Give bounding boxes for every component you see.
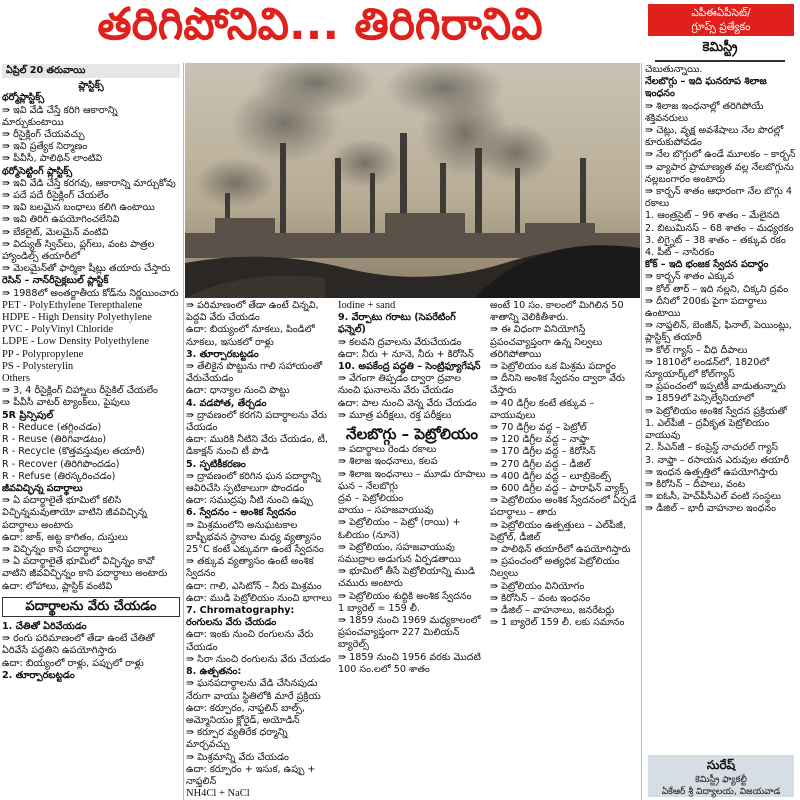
body-line: ⇛ 400 డిగ్రీల వద్ద – లూబ్రికెంట్స్ [490,470,611,482]
body-line: ⇛ మిశ్రమంలోని అనుఘటకాల బాష్పీభవన స్థానాల మధ్య వ్యత్యాసం 25°C కంటే ఎక్కువగా ఉంటే స్వేదనం [186,519,324,556]
body-line: ⇛ పెట్రోలియం – పెట్రో (రాయి) + ఓలియం (నూనె) [338,517,461,541]
body-line: ⇛ డీజిల్ – వాహనాలు, జనరేటర్లు [490,605,615,617]
column-rule [641,63,642,800]
body-line: ⇛ ఐఓసీ, హెచ్‌పీసీఎల్ వంటి సంస్థలు [645,491,781,503]
body-line: చెబుతున్నాయి. [645,64,703,75]
subheading: 7. Chromatography: రంగులను వేరు చేయడం [186,605,295,629]
body-line: ⇛ పెట్రోలియం శుద్ధికి అంశిక స్వేదనం [338,590,472,602]
body-line: ⇛ శిలాజ ఇంధనాలు, కలప [338,456,438,468]
body-line: ఉదా: కర్పూరం + ఇసుక, ఉప్పు + నాఫ్తలిన్ [186,763,316,787]
body-line: ⇛ కలవని ద్రవాలను వేరుచేయడం [338,336,462,348]
body-line: ఉదా: నీరు + నూనె, నీరు + కిరోసిన్ [338,348,474,360]
body-line: ఉదా: ఇంకు నుంచి రంగులను వేరు చేయడం [186,629,314,653]
plastic-code: PP - Polypropylene [2,348,84,360]
plastic-code: Others [2,373,30,385]
column-5 [645,64,797,752]
body-line: ⇛ కోల్ తార్ – ఇది నల్లని, చిక్కని ద్రవం [645,283,789,295]
five-r-item: R - Reduce (తగ్గించడం) [2,421,102,433]
subheading: 4. వడపోత, తేర్చడం [186,397,267,409]
body-line: ⇛ 1859 నుంచి 1956 వరకు మొదటి 100 సం.లలో 50 శాతం [338,651,481,675]
subheading: జీవవిచ్ఛిన్న పదార్థాలు [2,482,83,494]
body-line: ⇛ పీవీసీ వాటర్ ట్యాంక్‌లు, పైపులు [2,397,130,409]
body-line: ⇛ నాఫ్తలిన్, బెంజీన్, ఫినాల్, పెయింట్లు, ప్లాస్టిక్స్ తయారీ [645,320,792,344]
section-tag [648,4,794,36]
five-r-item: R - Reuse (తిరిగివాడటం) [2,434,107,446]
coal-type: 1. ఆంత్రసైట్ – 96 శాతం – మేలైనది [645,210,780,222]
body-line: ⇛ కార్బన్ శాతం ఆధారంగా నేల బొగ్గు 4 రకాలు [645,186,792,210]
subheading: 6. స్వేదనం – అంశిక స్వేదనం [186,507,297,519]
body-line: ⇛ పెట్రోలియం ఉత్పత్తులు – ఎల్‌పీజీ, పెట్రోల్, డీజిల్ [490,519,626,543]
body-line: ⇛ పాలిథిన్ తయారీలో ఉపయోగిస్తారు [490,544,631,556]
subheading: ప్లాస్టిక్స్ [78,80,104,92]
body-line: ⇛ మూత్ర పరీక్షలు, రక్త పరీక్షలు [338,409,452,421]
body-line: ⇛ 3, 4 రీసైక్లింగ్ చిహ్నాలు రీసైకిల్ చేయలేం [2,385,158,397]
body-line: ⇛ ఇంధన ఉత్పత్తిలో ఉపయోగిస్తారు [645,466,778,478]
body-line: ⇛ తేలికైన పొట్టును గాలి సహాయంతో వేరుచేయడం [186,361,323,385]
body-line: ⇛ ఇవి బలమైన బంధాలు కలిగి ఉంటాయి [2,202,155,214]
plastic-code: LDPE - Low Density Polyethylene [2,336,149,348]
body-line: ⇛ 1810లో లండన్‌లో, 1820లో న్యూయార్క్‌లో కోల్‌గ్యాస్ [645,356,770,381]
body-line: ఉదా: కర్పూరం, నాఫ్తలిన్ బాల్స్, అమ్మోనియం క్లోరైడ్, అయోడిన్ [186,702,305,726]
body-line: ⇛ పరిమాణంలో తేడా ఉంటే చిన్నవి, పెద్దవి వేరు చేయడం [186,300,319,324]
body-line: ఉదా: పాల నుంచి వెన్న వేరు చేయడం [338,397,477,409]
body-line: ⇛ ఘనపదార్థాలను వేడి చేసినపుడు నేరుగా వాయు స్థితిలోకి మారే ప్రక్రియ [186,678,321,702]
body-line: ⇛ వ్యాపార ప్రామాణ్యత వల్ల నేలబొగ్గును నల్లబంగారం అంటారు [645,161,794,185]
body-line: ⇛ రీసైక్లింగ్ చేయవచ్చు [2,129,85,141]
body-line: అంటే 10 సం. కాలంలో మిగిలిన 50 శాతాన్ని వెలికితీశారు. [490,300,624,324]
factory-illustration [185,63,640,298]
body-line: ⇛ కార్బన్ శాతం ఎక్కువ [645,271,734,283]
body-line: ⇛ పదే పదే రీసైక్లింగ్ చేయలేం [2,190,109,202]
body-line: ⇛ 40 డిగ్రీల కంటే తక్కువ – వాయువులు [490,397,595,421]
column-rule [183,63,184,800]
column-4 [490,300,638,799]
body-line: ⇛ నేల బొగ్గులో ఉండే మూలకం – కార్బన్ [645,149,796,161]
author-title: కెమిస్ట్రీ ఫ్యాకల్టీ [695,775,747,785]
body-line: ⇛ 170 డిగ్రీల వద్ద – కిరోసిన్ [490,446,596,458]
column-1 [2,64,180,799]
subheading: 3. తూర్పారబట్టడం [186,348,259,360]
body-line: ⇛ పదార్థాలు రెండు రకాలు [338,444,437,456]
body-line: ⇛ చెట్లు, వృక్ష అవశేషాలు నేల పొరల్లో కూరుకుపోవడం [645,125,784,149]
column-3 [338,300,486,799]
body-line: ⇛ 270 డిగ్రీల వద్ద – డీజిల్ [490,458,591,470]
subheading: 1. చేతితో ఏరివేయడం [2,620,87,632]
author-name: సురేష్ [706,758,736,772]
body-line: ⇛ ఇవి వేడి చేస్తే కరిగి ఆకారాన్ని మార్చుకుంటాయి [2,104,118,128]
body-line: ఉదా: జాక్, అట్ట కాగితం, దుస్తులు [2,531,128,543]
body-line: ⇛ ప్రపంచంలో అత్యధిక పెట్రోలియం నిల్వలు [490,556,620,580]
subheading: 8. ఉత్పతనం: [186,666,242,678]
subheading: థర్మోసెట్టింగ్ ప్లాస్టిక్స్ [2,165,73,177]
body-line: ⇛ పెట్రోలియం ఒక మిశ్రమ పదార్థం [490,361,616,373]
body-line: ⇛ ద్రావణంలో కరిగిన ఘన పదార్థాన్ని ఆవిరిచేసి స్ఫటికాలుగా పొందడం [186,470,321,495]
industrial-smoke-photo [185,63,640,298]
body-line: ⇛ పెట్రోలియం అంశిక స్వేదన ప్రక్రియతో [645,405,787,417]
plastic-code: HDPE - High Density Polyethylene [2,312,152,324]
body-line: ⇛ ఈ విధంగా వినియోగిస్తే ప్రపంచవ్యాప్తంగా ఉన్న నిల్వలు తరిగిపోతాయి [490,324,603,360]
coal-type: 4. పీట్ – నాసిరకం [645,247,715,259]
body-line: 2. సీఎన్‌జీ – కంప్రెస్డ్ నాచురల్ గ్యాస్ [645,442,778,454]
subheading: నేలబొగ్గు – ఇది ఘనరూప శిలాజ ఇంధనం [645,76,767,100]
body-line: ⇛ 1859 నుంచి 1969 మధ్యకాలంలో ప్రపంచవ్యాప్తంగా 227 మిలియన్ బ్యారెల్స్ [338,615,481,651]
body-line: ⇛ ఏ పదార్థాలైతే భూమిలో కలిసి విచ్ఛిన్నమవుతాయో వాటిని జీవవిచ్ఛిన్న పదార్థాలు అంటారు [2,495,147,531]
body-line: ⇛ మెలమైన్‌తో ఫార్మికా షీట్లు తయారు చేస్తారు [2,263,171,275]
body-line: ⇛ పీవీసీ, పాలిథిన్ లాంటివి [2,153,103,165]
body-line: ఘన – నేలబొగ్గు [338,480,398,492]
body-line: ⇛ పెట్రోలియం వినియోగం [490,580,585,592]
body-line: 3. నాఫ్తా – రసాయన ఎరువుల తయారీ [645,454,790,466]
body-line: ఉదా: ధాన్యాల నుంచి పొట్టు [186,385,290,397]
body-line: ⇛ ద్రావణంలో కరగని పదార్థాలను వేరు చేయడం [186,409,327,434]
subject-label: కెమిస్ట్రీ [655,40,785,62]
body-line: ⇛ వేగంగా తిప్పడం ద్వారా ద్రవాల నుంచి ఘనాలను వేరు చేయడం [338,373,461,397]
column-2 [186,300,334,799]
body-line: NH4Cl + NaCl [186,788,250,799]
plastic-code: PVC - PolyVinyl Chloride [2,324,114,336]
subheading: 5. స్ఫటికీకరణం [186,458,246,470]
body-line: ⇛ శిలాజ ఇంధనాలు – మూడు రూపాలు [338,468,486,480]
body-line: ⇛ విచ్ఛిన్నం కాని పదార్థాలు [2,543,103,555]
body-line: ద్రవ – పెట్రోలియం [338,493,404,505]
coal-type: 3. లిగ్నైట్ – 38 శాతం – తక్కువ రకం [645,234,786,246]
subheading: కోక్ – ఇది భంజక స్వేదన పదార్థం [645,259,769,271]
body-line: ⇛ ఇవి ప్రత్యేక నిర్మాణం [2,141,88,153]
body-line: ⇛ మిశ్రమాన్ని వేరు చేయడం [186,751,289,763]
body-line: ⇛ కోల్ గ్యాస్ – వీధి దీపాలు [645,344,748,356]
subheading: థర్మోప్లాస్టిక్స్ [2,92,45,104]
body-line: ⇛ రంగు పరిమాణంలో తేడా ఉంటే చేతితో ఏరివేసే పద్ధతిని ఉపయోగిస్తారు [2,633,155,657]
date-tag: ఏప్రిల్ 20 తరువాయి [2,64,180,78]
body-line: ⇛ శిలాజ ఇంధనాల్లో తరిగిపోయే శక్తివనరులు [645,100,764,124]
author-place: ఏకేఆర్ శ్రీ విద్యాలయ, విజయవాడ [661,787,781,797]
body-line: ఉదా: గాలి, ఎసిటోన్ – నీరు మిశ్రమం [186,580,322,592]
subheading: 5R ప్రిన్సిపుల్ [2,409,54,421]
body-line: ఉదా: సముద్రపు నీటి నుంచి ఉప్పు [186,495,313,507]
body-line: ⇛ ఇవి తిరిగి ఉపయోగించలేనివి [2,214,120,226]
section-heading: నేలబొగ్గు – పెట్రోలియం [346,425,478,444]
body-line: ⇛ 600 డిగ్రీల వద్ద – పారాఫిన్ వ్యాక్స్ [490,483,629,495]
body-line: ⇛ ప్రపంచంలో ఇప్పటికీ వాడుతున్నారు [645,381,786,393]
section-box-heading: పదార్థాలను వేరు చేయడం [2,597,180,617]
body-line: ⇛ పెట్రోలియం అంశిక స్వేదనంలో ఏర్పడే పదార్థాలు – తారు [490,495,637,519]
body-line: ⇛ బేకలైట్, మెలమైన్ వంటివి [2,226,109,238]
tag-line1: ఎపీఈఏపీసెట్/ [691,7,751,19]
body-line: ఉదా: బియ్యంలో రాళ్లు, పప్పులో రాళ్లు [2,657,144,669]
body-line: ఉదా: బియ్యంలో నూకలు, పిండిలో నూకలు, ఇసుకలో రాళ్లు [186,324,315,348]
body-line: ⇛ దీనిలో 200కు పైగా పదార్థాలు ఉంటాయి [645,295,767,320]
author-box [648,755,794,797]
coal-type: 2. బిటుమినస్ – 68 శాతం – మధ్యరకం [645,222,794,234]
subheading: రెసిన్ – నాన్‌రీసైక్లబుల్ ప్లాస్టిక్ [2,275,109,287]
subheading: 2. తూర్పారబట్టడం [2,669,75,681]
five-r-item: R - Refuse (తిరస్కరించడం) [2,470,116,482]
headline: తరిగిపోనివి... తిరిగిరానివి [97,0,543,50]
body-line: ⇛ 1 బ్యారెల్ 159 లీ. లకు సమానం [490,617,625,629]
body-line: ⇛ తక్కువ వ్యత్యాసం ఉంటే అంశిక స్వేదనం [186,556,314,580]
body-line: ⇛ పెట్రోలియం, సహజవాయువు సముద్రాల అడుగున ఏర్పడతాయి [338,541,461,566]
plastic-code: PET - PolyEthylene Terepthalene [2,299,143,311]
body-line: ⇛ దీనిని అంశిక స్వేదనం ద్వారా వేరు చేస్తారు [490,373,625,397]
body-line: ఉదా: ముడి పెట్రోలియం నుంచి భాగాలు [186,592,332,604]
body-line: ⇛ 120 డిగ్రీల వద్ద – నాఫ్తా [490,434,590,446]
body-line: ⇛ కిరోసిన్ – దీపాలు, వంట [645,478,746,490]
body-line: ⇛ కిరోసిన్ – వంట ఇంధనం [490,592,591,604]
body-line: ⇛ డీజిల్ – భారీ వాహనాల ఇంధనం [645,503,776,515]
tag-line2: గ్రూప్స్ ప్రత్యేకం [691,21,751,33]
body-line: ⇛ 70 డిగ్రీల వద్ద – పెట్రోల్ [490,422,587,434]
subheading: 9. వేర్పాటు గరాటు (సెపరేటింగ్ ఫన్నెల్) [338,312,456,336]
body-line: 1 బ్యారెల్ = 159 లీ. [338,602,420,614]
body-line: ⇛ భూమిలో తీసే పెట్రోలియాన్ని ముడి చమురు అంటారు [338,566,475,590]
body-line: 1. ఎల్‌పీజీ – ద్రవీకృత పెట్రోలియం వాయువు [645,417,770,442]
body-line: వాయు – సహజవాయువు [338,505,434,517]
five-r-item: R - Recycle (కొత్తవస్తువుల తయారీ) [2,446,145,458]
body-line: ఉదా: లోహాలు, ప్లాస్టిక్ వంటివి [2,580,113,592]
body-line: ⇛ కర్పూర వ్యతిరేక ధర్మాన్ని మార్చవచ్చు [186,727,288,751]
body-line: Iodine + sand [338,300,396,311]
body-line: ⇛ ఇవి వేడి చేస్తే కరగవు, ఆకారాన్ని మార్చుకోవు [2,177,176,189]
body-line: ⇛ విద్యుత్ స్విచ్‌లు, ప్లగ్‌లు, వంట పాత్రల హ్యాండిల్స్ తయారీలో [2,238,155,263]
body-line: ⇛ 1988లో అంతర్జాతీయ కోడ్‌ను నిర్ణయించారు [2,287,179,299]
body-line: ఉదా: మురికి నీటిని వేరు చేయడం, టీ, డికాక్షన్ నుంచి టీ పొడి [186,434,328,458]
subheading: 10. అపకేంద్ర పద్ధతి – సెంట్రిఫ్యూగేషన్ [338,361,481,373]
body-line: ⇛ సిరా నుంచి రంగులను వేరు చేయడం [186,653,331,665]
plastic-code: PS - Polysterylin [2,360,74,372]
body-line: ⇛ 1859లో పెన్సిల్వేనియాలో [645,393,755,405]
body-line: ⇛ ఏ పదార్థాలైతే భూమిలో విచ్ఛిన్నం కావో వాటిని జీవవిచ్ఛిన్నం కాని పదార్థాలు అంటారు [2,556,168,580]
five-r-item: R - Recover (తిరిగిపొందడం) [2,458,120,470]
